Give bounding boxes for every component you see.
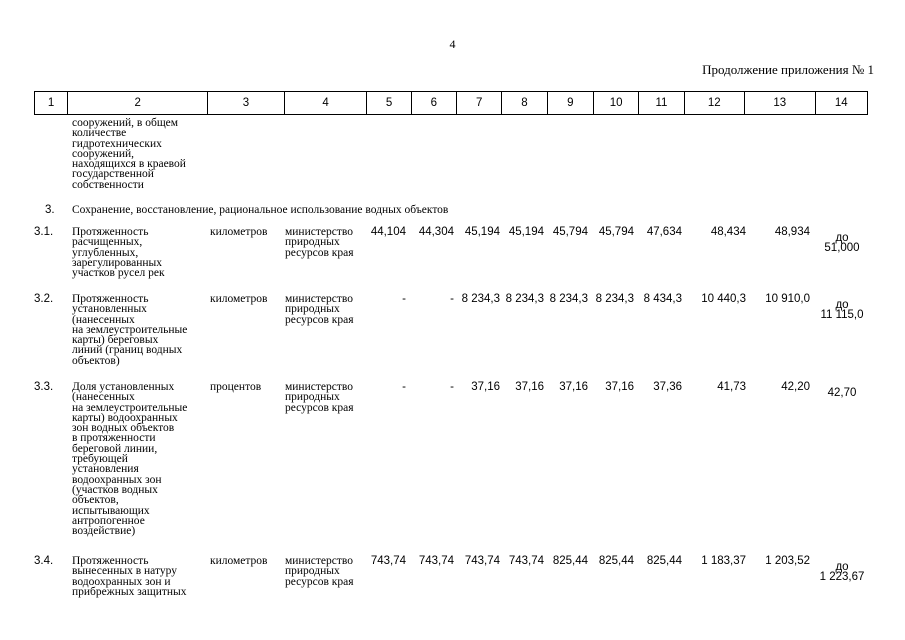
target-value-cell: до 11 115,0 <box>820 299 864 322</box>
target-value-cell: до 1 223,67 <box>819 561 865 584</box>
target-value-cell: до 51,000 <box>824 232 860 255</box>
header-cell: 7 <box>457 92 502 115</box>
header-cell: 2 <box>68 92 208 115</box>
responsible-organization: министерство природных ресурсов края <box>285 555 354 588</box>
value-cell: 47,634 <box>646 226 682 238</box>
unit-of-measure: километров <box>210 293 268 305</box>
row-number: 3.3. <box>34 381 54 393</box>
value-cell: - <box>402 293 406 305</box>
value-cell: 8 434,3 <box>643 293 682 305</box>
unit-of-measure: километров <box>210 555 268 567</box>
value-cell: - <box>450 293 454 305</box>
value-cell: 10 910,0 <box>765 293 810 305</box>
header-cell: 12 <box>684 92 744 115</box>
responsible-organization: министерство природных ресурсов края <box>285 226 354 259</box>
row-number: 3.1. <box>34 226 54 238</box>
appendix-note: Продолжение приложения № 1 <box>702 62 874 77</box>
value-cell: 1 183,37 <box>701 555 746 567</box>
value-cell: 37,16 <box>471 381 500 393</box>
header-cell: 14 <box>815 92 868 115</box>
value-cell: 45,794 <box>552 226 588 238</box>
header-cell: 5 <box>367 92 411 115</box>
page-number: 4 <box>449 37 456 51</box>
value-cell: 825,44 <box>646 555 682 567</box>
header-cell: 3 <box>208 92 285 115</box>
value-cell: 825,44 <box>598 555 634 567</box>
value-cell: 44,104 <box>370 226 406 238</box>
header-cell: 9 <box>547 92 593 115</box>
indicator-name: Протяженность вынесенных в натуру водоохранных зон и прибрежных защитных <box>72 555 187 598</box>
value-cell: 743,74 <box>508 555 544 567</box>
header-cell: 4 <box>284 92 367 115</box>
value-cell: 37,16 <box>605 381 634 393</box>
indicator-name: Доля установленных (нанесенных на землеустроительные карты) водоохранных зон водных объектов в протяженности береговой линии, требующей установления водоохранных зон (участков водных объектов, испытывающих антропогенное воздействие) <box>72 381 188 538</box>
value-cell: 48,934 <box>774 226 810 238</box>
header-cell: 6 <box>411 92 456 115</box>
value-cell: 45,194 <box>508 226 544 238</box>
value-cell: 743,74 <box>418 555 454 567</box>
header-cell: 13 <box>745 92 816 115</box>
value-cell: - <box>402 381 406 393</box>
column-number-header <box>34 91 868 115</box>
value-cell: 37,16 <box>559 381 588 393</box>
indicator-name: Протяженность установленных (нанесенных на землеустроительные карты) береговых линий (границ водных объектов) <box>72 293 188 367</box>
unit-of-measure: процентов <box>210 381 262 393</box>
header-cell: 8 <box>502 92 547 115</box>
value-cell: 8 234,3 <box>505 293 544 305</box>
responsible-organization: министерство природных ресурсов края <box>285 293 354 326</box>
value-cell: 8 234,3 <box>549 293 588 305</box>
header-cell: 1 <box>35 92 68 115</box>
section-title: Сохранение, восстановление, рациональное использование водных объектов <box>72 204 449 216</box>
value-cell: - <box>450 381 454 393</box>
section-number: 3. <box>45 204 55 216</box>
header-cell: 11 <box>639 92 684 115</box>
value-cell: 37,16 <box>515 381 544 393</box>
target-value-cell: 42,70 <box>827 387 857 399</box>
value-cell: 37,36 <box>653 381 682 393</box>
value-cell: 42,20 <box>781 381 810 393</box>
unit-of-measure: километров <box>210 226 268 238</box>
row-number: 3.2. <box>34 293 54 305</box>
value-cell: 45,194 <box>464 226 500 238</box>
value-cell: 8 234,3 <box>461 293 500 305</box>
value-cell: 45,794 <box>598 226 634 238</box>
value-cell: 44,304 <box>418 226 454 238</box>
value-cell: 48,434 <box>710 226 746 238</box>
value-cell: 8 234,3 <box>595 293 634 305</box>
value-cell: 10 440,3 <box>701 293 746 305</box>
value-cell: 1 203,52 <box>765 555 810 567</box>
value-cell: 825,44 <box>552 555 588 567</box>
value-cell: 743,74 <box>464 555 500 567</box>
row-number: 3.4. <box>34 555 54 567</box>
continuation-text: сооружений, в общем количестве гидротехнических сооружений, находящихся в краевой государственной собственности <box>72 117 186 191</box>
value-cell: 41,73 <box>717 381 746 393</box>
value-cell: 743,74 <box>370 555 406 567</box>
responsible-organization: министерство природных ресурсов края <box>285 381 354 414</box>
header-cell: 10 <box>593 92 638 115</box>
indicator-name: Протяженность расчищенных, углубленных, зарегулированных участков русел рек <box>72 226 165 280</box>
